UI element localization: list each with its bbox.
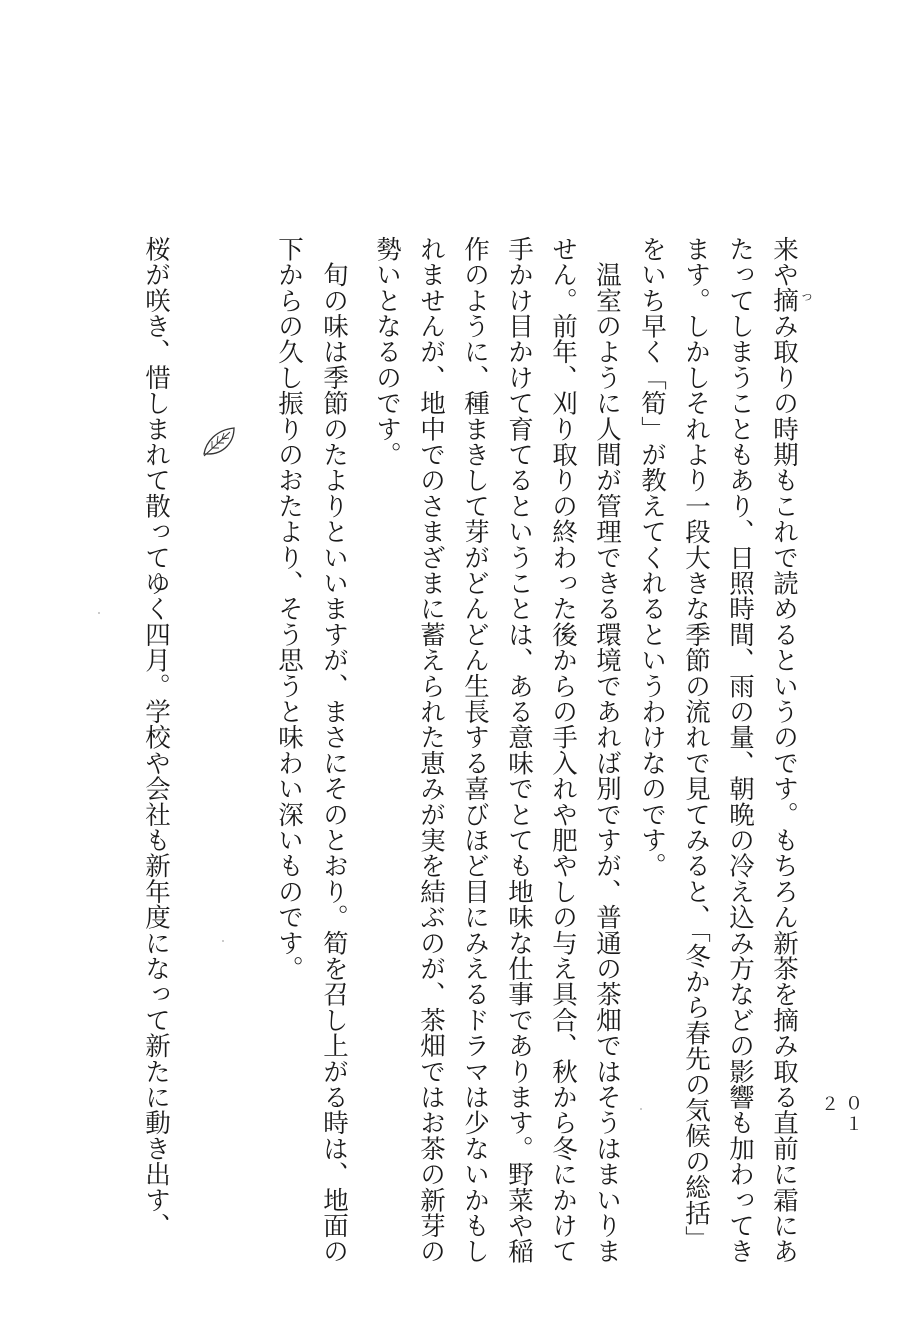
ruby-text: つ [800, 291, 813, 303]
text-column-10: 勢いとなるのです。 [372, 236, 402, 468]
text-column-13: 桜が咲き、惜しまれて散ってゆく四月。学校や会社も新年度になって新たに動き出す、 [141, 236, 171, 1239]
text-column-1 [768, 236, 813, 1265]
ruby-base [769, 287, 813, 314]
ruby-base-text: 摘 [769, 287, 799, 314]
text-segment: み取りの時期もこれで読めるというのです。もちろん新茶を摘み取る直前に霜にあ [769, 313, 799, 1265]
text-column-6: せん。前年、刈り取りの終わった後からの手入れや肥やしの与え具合、秋から冬にかけて [548, 236, 578, 1264]
paper-speck [640, 1108, 642, 1110]
paper-speck [222, 940, 224, 942]
paper-speck [98, 612, 100, 614]
text-column-7: 手かけ目かけて育てるということは、ある意味でとても地味な仕事であります。野菜や稲 [504, 236, 534, 1264]
text-segment: 来や [769, 236, 799, 288]
text-column-3: ます。しかしそれより一段大きな季節の流れで見てみると、「冬から春先の気候の総括」 [681, 236, 711, 1252]
text-column-12: 下からの久し振りのおたより、そう思うと味わい深いものです。 [274, 236, 304, 982]
text-column-2: たってしまうこともあり、日照時間、雨の量、朝晩の冷え込み方などの影響も加わってき [725, 236, 755, 1264]
text-column-4: をいち早く「筍」が教えてくれるというわけなのです。 [637, 236, 667, 879]
text-column-5: 温室のように人間が管理できる環境であれば別ですが、普通の茶畑ではそうはまいりま [592, 236, 622, 1264]
text-column-8: 作のように、種まきして芽がどんどん生長する喜びほど目にみえるドラマは少ないかもし [460, 236, 490, 1264]
page-number: ０１２ [818, 1094, 863, 1134]
text-column-11: 旬の味は季節のたよりといいますが、まさにそのとおり。筍を召し上がる時は、地面の [319, 236, 349, 1264]
text-column-9: れませんが、地中でのさまざまに蓄えられた恵みが実を結ぶのが、茶畑ではお茶の新芽の [416, 236, 446, 1264]
leaf-icon [200, 424, 240, 460]
